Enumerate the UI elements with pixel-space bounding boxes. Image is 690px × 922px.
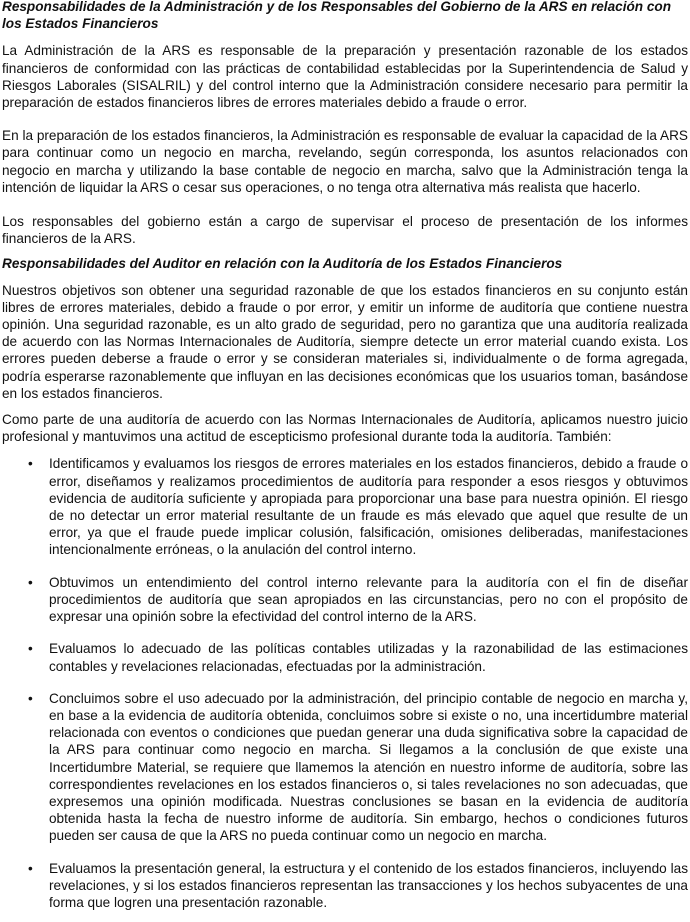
list-item bbox=[2, 640, 688, 674]
bullet-icon: • bbox=[28, 456, 33, 472]
bullet-icon: • bbox=[28, 690, 33, 706]
list-item-text: Evaluamos la presentación general, la estructura y el contenido de los estados financieros, incluyendo las revelaciones, y si los estados financieros representan las transacciones y los hechos subyacentes de una forma que logren una presentación razonable. bbox=[49, 860, 688, 910]
paragraph-governance-oversight: Los responsables del gobierno están a cargo de supervisar el proceso de presentación de los informes financieros de la ARS. bbox=[2, 214, 688, 247]
list-item bbox=[2, 574, 688, 626]
paragraph-management-preparation: La Administración de la ARS es responsable de la preparación y presentación razonable de los estados financieros de conformidad con las prácticas de contabilidad establecidas por la Superintendencia de Salud y Riesgos Laborales (SISALRIL) y del control interno que la Administración considere necesario para permitir la preparación de estados financieros libres de errores materiales debido a fraude o error. bbox=[2, 43, 688, 111]
section-heading-management-responsibilities: Responsabilidades de la Administración y de los Responsables del Gobierno de la ARS en relación con los Estados Financieros bbox=[2, 0, 672, 32]
list-item bbox=[2, 860, 688, 912]
list-item-text: Identificamos y evaluamos los riesgos de errores materiales en los estados financieros, debido a fraude o error, diseñamos y realizamos procedimientos de auditoría para responder a esos riesgos y obtuvimos evidencia de auditoría suficiente y apropiada para proporcionar una base para nuestra opinión. El riesgo de no detectar un error material resultante de un fraude es más elevado que aquel que resulte de un error, ya que el fraude puede implicar colusión, falsificación, omisiones deliberadas, manifestaciones intencionalmente erróneas, o la anulación del control interno. bbox=[49, 456, 688, 558]
paragraph-going-concern-assessment: En la preparación de los estados financieros, la Administración es responsable de evaluar la capacidad de la ARS para continuar como un negocio en marcha, revelando, según corresponda, los asuntos relacionados con negocio en marcha y utilizando la base contable de negocio en marcha, salvo que la Administración tenga la intención de liquidar la ARS o cesar sus operaciones, o no tenga otra alternativa más realista que hacerlo. bbox=[2, 128, 688, 195]
bullet-icon: • bbox=[28, 860, 33, 876]
list-item-text: Obtuvimos un entendimiento del control interno relevante para la auditoría con el fin de diseñar procedimientos de auditoría que sean apropiados en las circunstancias, pero no con el propósito de expresar una opinión sobre la efectividad del control interno de la ARS. bbox=[49, 574, 688, 625]
audit-procedures-list bbox=[2, 455, 688, 911]
list-item bbox=[2, 690, 688, 845]
bullet-icon: • bbox=[28, 574, 33, 590]
paragraph-audit-objectives: Nuestros objetivos son obtener una seguridad razonable de que los estados financieros en su conjunto están libres de errores materiales, debido a fraude o por error, y emitir un informe de auditoría que contiene nuestra opinión. Una seguridad razonable, es un alto grado de seguridad, pero no garantiza que una auditoría realizada de acuerdo con las Normas Internacionales de Auditoría, siempre detecte un error material cuando exista. Los errores pueden deberse a fraude o error y se consideran materiales si, individualmente o de forma agregada, podría esperarse razonablemente que influyan en las decisiones económicas que los usuarios toman, basándose en los estados financieros. bbox=[2, 282, 688, 401]
section-heading-auditor-responsibilities: Responsabilidades del Auditor en relación con la Auditoría de los Estados Financieros bbox=[2, 256, 563, 272]
paragraph-audit-approach: Como parte de una auditoría de acuerdo con las Normas Internacionales de Auditoría, aplicamos nuestro juicio profesional y mantuvimos una actitud de escepticismo profesional durante toda la auditoría. También: bbox=[2, 412, 688, 445]
list-item bbox=[2, 455, 688, 558]
list-item-text: Evaluamos lo adecuado de las políticas contables utilizadas y la razonabilidad de las estimaciones contables y revelaciones relacionadas, efectuadas por la administración. bbox=[49, 641, 688, 674]
bullet-icon: • bbox=[28, 641, 33, 657]
list-item-text: Concluimos sobre el uso adecuado por la administración, del principio contable de negocio en marcha y, en base a la evidencia de auditoría obtenida, concluimos sobre si existe o no, una incertidumbre material relacionada con eventos o condiciones que puedan generar una duda significativa sobre la capacidad de la ARS para continuar como negocio en marcha. Si llegamos a la conclusión de que existe una Incertidumbre Material, se requiere que llamemos la atención en nuestro informe de auditoría, sobre las correspondientes revelaciones en los estados financieros o, si tales revelaciones no son adecuadas, que expresemos una opinión modificada. Nuestras conclusiones se basan en la evidencia de auditoría obtenida hasta la fecha de nuestro informe de auditoría. Sin embargo, hechos o condiciones futuros pueden ser causa de que la ARS no pueda continuar como un negocio en marcha. bbox=[49, 690, 688, 844]
